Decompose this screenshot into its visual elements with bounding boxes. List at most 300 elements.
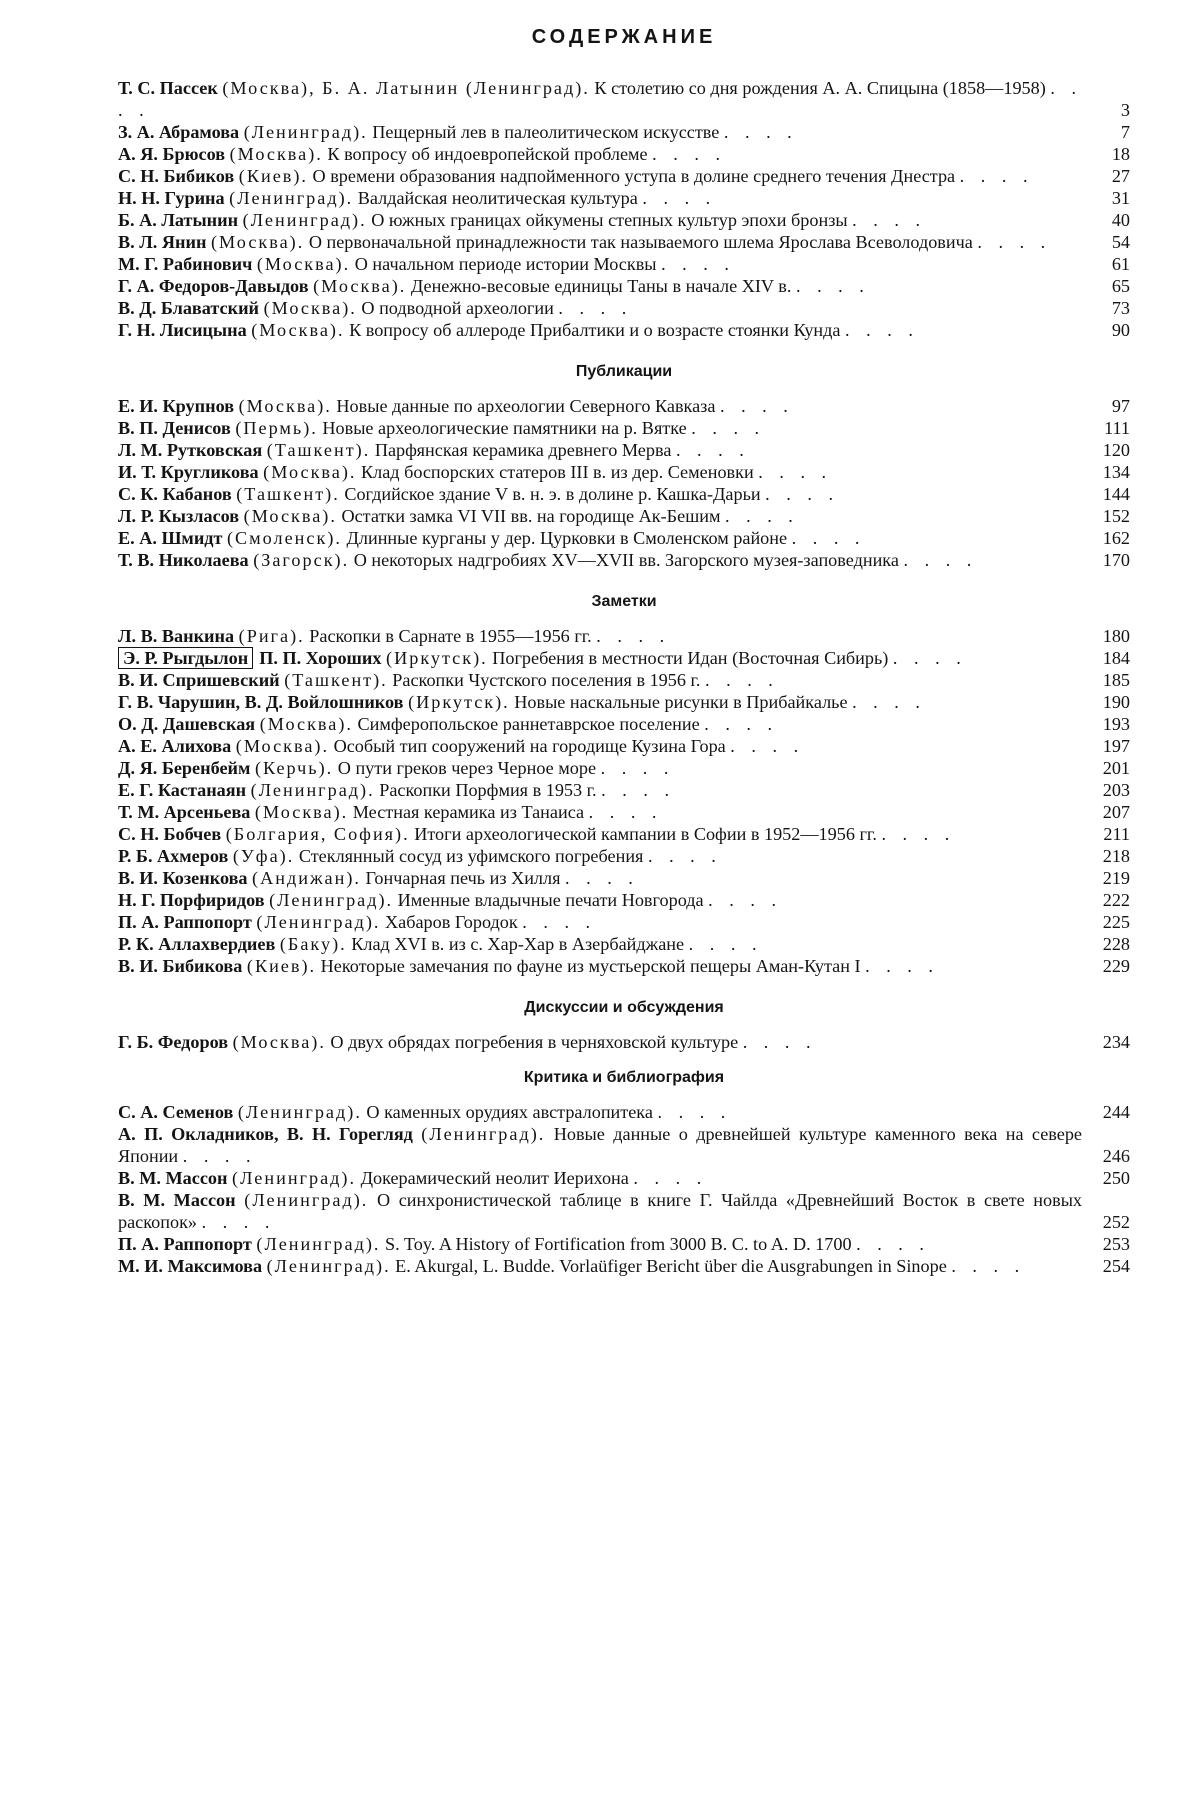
page-number: 40 — [1111, 210, 1130, 230]
toc-entry — [118, 253, 1130, 275]
toc-entry — [118, 187, 1130, 209]
toc-entry — [118, 77, 1130, 121]
entry-text — [118, 625, 1094, 647]
entry-title: Раскопки Чустского поселения в 1956 г. — [392, 670, 701, 690]
entry-title: Гончарная печь из Хилля — [365, 868, 561, 888]
leader-dots: . . . . — [182, 1146, 257, 1166]
entry-authors: Н. Н. Гурина — [118, 188, 225, 208]
leader-dots: . . . . — [758, 462, 833, 482]
entry-text — [118, 417, 1094, 439]
entry-authors: В. М. Массон — [118, 1168, 228, 1188]
entry-text — [118, 735, 1094, 757]
toc-entry — [118, 691, 1130, 713]
entry-title: О некоторых надгробиях XV—XVII вв. Загорского музея-заповедника — [353, 550, 899, 570]
leader-dots: . . . . — [865, 956, 939, 976]
entry-authors: В. П. Денисов — [118, 418, 231, 438]
page-number: 27 — [1111, 166, 1130, 186]
entry-title: О двух обрядах погребения в черняховской культуре — [330, 1032, 739, 1052]
entry-authors: Е. А. Шмидт — [118, 528, 223, 548]
page-number: 180 — [1102, 626, 1130, 646]
entry-city: (Ленинград). — [269, 890, 394, 910]
entry-city: (Ленинград). — [256, 1234, 381, 1254]
entry-title: Докерамический неолит Иерихона — [360, 1168, 629, 1188]
toc-entry — [118, 1233, 1130, 1255]
entry-authors: Т. М. Арсеньева — [118, 802, 251, 822]
toc-entry — [118, 1123, 1130, 1167]
entry-title: О начальном периоде истории Москвы — [354, 254, 657, 274]
leader-dots: . . . . — [704, 714, 779, 734]
leader-dots: . . . . — [881, 824, 956, 844]
page-number: 234 — [1102, 1032, 1130, 1052]
entry-title: Клад боспорских статеров III в. из дер. Семеновки — [360, 462, 754, 482]
entry-title: О пути греков через Черное море — [337, 758, 597, 778]
leader-dots: . . . . — [765, 484, 839, 504]
toc-entry — [118, 647, 1130, 669]
entry-text — [118, 187, 1094, 209]
toc-entry — [118, 297, 1130, 319]
entry-text — [118, 955, 1094, 977]
page-number: 193 — [1102, 714, 1130, 734]
entry-title: Валдайская неолитическая культура — [357, 188, 638, 208]
leader-dots: . . . . — [201, 1212, 276, 1232]
page-number: 203 — [1102, 780, 1130, 800]
entry-authors: А. П. Окладников, В. Н. Горегляд — [118, 1124, 413, 1144]
entry-authors: Е. Г. Кастанаян — [118, 780, 247, 800]
entry-title: Пещерный лев в палеолитическом искусстве — [372, 122, 720, 142]
entry-city: (Ленинград). — [256, 912, 381, 932]
leader-dots: . . . . — [633, 1168, 708, 1188]
section-heading-criticism: Критика и библиография — [523, 1069, 725, 1086]
page-number: 246 — [1102, 1146, 1130, 1166]
entry-text — [118, 845, 1094, 867]
page-number: 254 — [1102, 1256, 1130, 1276]
entry-authors: С. К. Кабанов — [118, 484, 232, 504]
memorial-boxed-author: Э. Р. Рыгдылон — [118, 647, 253, 669]
toc-entry — [118, 669, 1130, 691]
entry-city: (Ташкент). — [236, 484, 340, 504]
page-number: 184 — [1102, 648, 1130, 668]
entry-authors: Г. А. Федоров-Давыдов — [118, 276, 309, 296]
entry-city: (Москва). — [313, 276, 407, 296]
section-heading-discussions: Дискуссии и обсуждения — [524, 999, 724, 1016]
toc-entry — [118, 439, 1130, 461]
entry-title: Остатки замка VI VII вв. на городище Ак-Бешим — [341, 506, 721, 526]
entry-city: (Пермь). — [235, 418, 318, 438]
entry-authors: Г. В. Чарушин, В. Д. Войлошников — [118, 692, 404, 712]
entry-authors: Г. Н. Лисицына — [118, 320, 247, 340]
entry-text — [118, 527, 1094, 549]
toc-entry — [118, 735, 1130, 757]
toc-entry — [118, 845, 1130, 867]
leader-dots: . . . . — [691, 418, 766, 438]
entry-city: (Москва). — [259, 714, 353, 734]
entry-title: О южных границах ойкумены степных культур эпохи бронзы — [371, 210, 848, 230]
page-number: 90 — [1111, 320, 1130, 340]
entry-city: (Ленинград). — [242, 210, 367, 230]
page-number: 197 — [1102, 736, 1130, 756]
entry-title: Новые данные о древнейшей культуре каменного века на севере Японии — [118, 1124, 1083, 1166]
entry-authors: В. Л. Янин — [118, 232, 207, 252]
leader-dots: . . . . — [601, 780, 675, 800]
page-number: 31 — [1111, 188, 1130, 208]
leader-dots: . . . . — [661, 254, 735, 274]
leader-dots: . . . . — [675, 440, 750, 460]
entry-title: Новые археологические памятники на р. Вятке — [322, 418, 687, 438]
toc-entry — [118, 275, 1130, 297]
entry-title: Раскопки Порфмия в 1953 г. — [379, 780, 597, 800]
section-heading-publications: Публикации — [575, 363, 673, 380]
entry-text — [118, 275, 1094, 297]
main-articles-list — [118, 77, 1130, 341]
entry-text — [118, 439, 1094, 461]
page-number: 61 — [1111, 254, 1130, 274]
entry-title: Парфянская керамика древнего Мерва — [374, 440, 672, 460]
entry-text — [118, 253, 1094, 275]
entry-text — [118, 549, 1094, 571]
entry-text — [118, 319, 1094, 341]
entry-text — [118, 1189, 1094, 1233]
entry-text — [118, 889, 1094, 911]
page-number: 190 — [1102, 692, 1130, 712]
toc-entry — [118, 955, 1130, 977]
entry-title: Денежно-весовые единицы Таны в начале XIV в. — [410, 276, 792, 296]
leader-dots: . . . . — [959, 166, 1034, 186]
entry-text — [118, 297, 1094, 319]
entry-title: E. Akurgal, L. Budde. Vorlaüfiger Bericht über die Ausgrabungen in Sinope — [395, 1256, 947, 1276]
entry-title: Длинные курганы у дер. Цурковки в Смоленском районе — [346, 528, 788, 548]
table-of-contents — [118, 26, 1130, 1277]
entry-text — [118, 713, 1094, 735]
entry-authors: В. Д. Блаватский — [118, 298, 260, 318]
entry-authors: В. И. Спришевский — [118, 670, 280, 690]
entry-authors: Г. Б. Федоров — [118, 1032, 229, 1052]
entry-title: Новые наскальные рисунки в Прибайкалье — [514, 692, 848, 712]
entry-city: (Москва). — [251, 320, 345, 340]
entry-authors: Т. С. Пассек — [118, 78, 218, 98]
page-number: 170 — [1102, 550, 1130, 570]
entry-text — [118, 505, 1094, 527]
entry-authors: А. Е. Алихова — [118, 736, 232, 756]
toc-entry — [118, 1255, 1130, 1277]
criticism-list — [118, 1101, 1130, 1277]
entry-title: Именные владычные печати Новгорода — [397, 890, 704, 910]
entry-authors: З. А. Абрамова — [118, 122, 240, 142]
toc-entry — [118, 319, 1130, 341]
entry-authors: М. И. Максимова — [118, 1256, 263, 1276]
entry-text — [118, 1167, 1094, 1189]
entry-text — [118, 1031, 1094, 1053]
toc-entry — [118, 461, 1130, 483]
entry-title: S. Toy. A History of Fortification from 3000 B. C. to A. D. 1700 — [385, 1234, 852, 1254]
page-number: 54 — [1111, 232, 1130, 252]
entry-city: (Москва). — [263, 462, 357, 482]
page-number: 97 — [1111, 396, 1130, 416]
entry-authors: В. И. Бибикова — [118, 956, 243, 976]
entry-text — [118, 121, 1094, 143]
entry-city: (Москва). — [229, 144, 323, 164]
page-number: 120 — [1102, 440, 1130, 460]
entry-city: (Ленинград). — [229, 188, 354, 208]
leader-dots: . . . . — [951, 1256, 1026, 1276]
entry-text — [118, 1101, 1094, 1123]
entry-city: (Ленинград). — [244, 1190, 369, 1210]
page-number: 185 — [1102, 670, 1130, 690]
page-number: 111 — [1104, 418, 1130, 438]
entry-city: (Москва). — [254, 802, 349, 822]
entry-title: Итоги археологической кампании в Софии в 1952—1956 гг. — [414, 824, 877, 844]
entry-title: Симферопольское раннетаврское поселение — [357, 714, 700, 734]
leader-dots: . . . . — [852, 692, 926, 712]
leader-dots: . . . . — [657, 1102, 732, 1122]
publications-list — [118, 395, 1130, 571]
entry-authors: Л. В. Ванкина — [118, 626, 235, 646]
entry-text — [118, 395, 1094, 417]
entry-authors: Б. А. Латынин — [118, 210, 239, 230]
page-number: 229 — [1102, 956, 1130, 976]
entry-authors: Е. И. Крупнов — [118, 396, 235, 416]
entry-title: К столетию со дня рождения А. А. Спицына (1858—1958) — [594, 78, 1046, 98]
page-number: 134 — [1102, 462, 1130, 482]
entry-authors: Р. К. Аллахвердиев — [118, 934, 276, 954]
entry-text — [118, 757, 1094, 779]
page-number: 3 — [1120, 100, 1130, 120]
leader-dots: . . . . — [977, 232, 1052, 252]
leader-dots: . . . . — [719, 396, 794, 416]
leader-dots: . . . . — [742, 1032, 817, 1052]
entry-text — [118, 483, 1094, 505]
entry-title: Новые данные по археологии Северного Кавказа — [336, 396, 716, 416]
page-number: 201 — [1102, 758, 1130, 778]
entry-city: (Москва). — [235, 736, 330, 756]
entry-text — [118, 1255, 1094, 1277]
entry-authors: М. Г. Рабинович — [118, 254, 253, 274]
page-number: 211 — [1103, 824, 1130, 844]
toc-entry — [118, 867, 1130, 889]
entry-title: Стеклянный сосуд из уфимского погребения — [298, 846, 644, 866]
entry-text — [118, 779, 1094, 801]
page-number: 225 — [1102, 912, 1130, 932]
toc-entry — [118, 1101, 1130, 1123]
toc-entry — [118, 823, 1130, 845]
notes-list — [118, 625, 1130, 977]
entry-city: (Ленинград). — [237, 1102, 362, 1122]
toc-entry — [118, 505, 1130, 527]
entry-city: (Болгария, София). — [225, 824, 410, 844]
page-number: 244 — [1102, 1102, 1130, 1122]
entry-title: Согдийское здание V в. н. э. в долине р. Кашка-Дарьи — [344, 484, 761, 504]
entry-text — [118, 461, 1094, 483]
entry-text — [118, 209, 1094, 231]
entry-city: (Смоленск). — [226, 528, 342, 548]
entry-city: (Иркутск). — [408, 692, 510, 712]
entry-authors: В. М. Массон — [118, 1190, 236, 1210]
entry-text — [118, 933, 1094, 955]
entry-title: Погребения в местности Идан (Восточная Сибирь) — [492, 648, 889, 668]
entry-city: (Ленинград). — [421, 1124, 546, 1144]
page-number: 144 — [1102, 484, 1130, 504]
entry-text — [118, 165, 1094, 187]
entry-authors: Л. Р. Кызласов — [118, 506, 240, 526]
leader-dots: . . . . — [791, 528, 866, 548]
entry-city: (Керчь). — [254, 758, 334, 778]
leader-dots: . . . . — [588, 802, 663, 822]
page-number: 219 — [1102, 868, 1130, 888]
entry-title: О синхронистической таблице в книге Г. Чайлда «Древнейший Восток в свете новых раскопок» — [118, 1190, 1083, 1232]
toc-entry — [118, 757, 1130, 779]
leader-dots: . . . . — [795, 276, 870, 296]
entry-title: Местная керамика из Танаиса — [352, 802, 585, 822]
entry-authors: С. Н. Бобчев — [118, 824, 222, 844]
entry-text — [118, 911, 1094, 933]
page-number: 73 — [1111, 298, 1130, 318]
section-heading-notes: Заметки — [591, 593, 657, 610]
entry-city: (Москва). — [243, 506, 337, 526]
entry-text — [118, 1233, 1094, 1255]
entry-text — [118, 1123, 1094, 1167]
entry-city: (Москва). — [256, 254, 351, 274]
entry-title: О каменных орудиях австралопитека — [366, 1102, 653, 1122]
toc-entry — [118, 911, 1130, 933]
entry-city: (Рига). — [238, 626, 305, 646]
entry-title: К вопросу об индоевропейской проблеме — [327, 144, 648, 164]
entry-title: Некоторые замечания по фауне из мустьерской пещеры Аман-Кутан I — [320, 956, 861, 976]
toc-entry — [118, 231, 1130, 253]
entry-city: (Ленинград). — [266, 1256, 391, 1276]
entry-text — [118, 801, 1094, 823]
page-title: СОДЕРЖАНИЕ — [531, 26, 717, 48]
entry-authors: А. Я. Брюсов — [118, 144, 226, 164]
page-number: 152 — [1102, 506, 1130, 526]
toc-entry — [118, 143, 1130, 165]
entry-authors: С. Н. Бибиков — [118, 166, 235, 186]
entry-city: (Ташкент). — [284, 670, 388, 690]
entry-authors: Н. Г. Порфиридов — [118, 890, 265, 910]
page-number: 18 — [1111, 144, 1130, 164]
entry-city: (Киев). — [238, 166, 308, 186]
entry-text — [118, 867, 1094, 889]
entry-city: (Москва). — [232, 1032, 326, 1052]
entry-title: Раскопки в Сарнате в 1955—1956 гг. — [309, 626, 592, 646]
entry-text — [118, 647, 1094, 669]
toc-entry — [118, 713, 1130, 735]
toc-entry — [118, 889, 1130, 911]
toc-entry — [118, 1167, 1130, 1189]
leader-dots: . . . . — [652, 144, 726, 164]
entry-city: (Киев). — [246, 956, 317, 976]
leader-dots: . . . . — [642, 188, 717, 208]
entry-authors: Т. В. Николаева — [118, 550, 249, 570]
entry-authors: Д. Я. Беренбейм — [118, 758, 251, 778]
toc-entry — [118, 527, 1130, 549]
entry-text — [118, 691, 1094, 713]
leader-dots: . . . . — [118, 78, 1083, 120]
entry-city: (Ленинград). — [243, 122, 368, 142]
entry-city: (Москва). — [211, 232, 305, 252]
entry-city: (Баку). — [279, 934, 347, 954]
entry-authors: И. Т. Кругликова — [118, 462, 259, 482]
toc-entry — [118, 417, 1130, 439]
entry-title: Особый тип сооружений на городище Кузина Гора — [333, 736, 726, 756]
leader-dots: . . . . — [647, 846, 722, 866]
toc-entry — [118, 209, 1130, 231]
page-number: 228 — [1102, 934, 1130, 954]
entry-city: (Ташкент). — [266, 440, 371, 460]
entry-text — [118, 669, 1094, 691]
leader-dots: . . . . — [522, 912, 597, 932]
entry-title: О первоначальной принадлежности так называемого шлема Ярослава Всеволодовича — [308, 232, 973, 252]
discussions-list — [118, 1031, 1130, 1053]
toc-entry — [118, 549, 1130, 571]
page-number: 218 — [1102, 846, 1130, 866]
page-number: 65 — [1111, 276, 1130, 296]
page-number: 7 — [1120, 122, 1130, 142]
page-number: 222 — [1102, 890, 1130, 910]
entry-city: (Москва), Б. А. Латынин (Ленинград). — [222, 78, 590, 98]
toc-entry — [118, 121, 1130, 143]
entry-title: О времени образования надпойменного уступа в долине среднего течения Днестра — [312, 166, 956, 186]
toc-entry — [118, 801, 1130, 823]
entry-title: Клад XVI в. из с. Хар-Хар в Азербайджане — [351, 934, 685, 954]
toc-entry — [118, 165, 1130, 187]
entry-text — [118, 823, 1094, 845]
entry-title: Хабаров Городок — [385, 912, 518, 932]
leader-dots: . . . . — [845, 320, 919, 340]
entry-title: К вопросу об аллероде Прибалтики и о возрасте стоянки Кунда — [349, 320, 841, 340]
entry-city: (Иркутск). — [386, 648, 488, 668]
entry-authors: Л. М. Рутковская — [118, 440, 263, 460]
page-number: 250 — [1102, 1168, 1130, 1188]
leader-dots: . . . . — [705, 670, 779, 690]
leader-dots: . . . . — [903, 550, 978, 570]
entry-authors: О. Д. Дашевская — [118, 714, 256, 734]
entry-text — [118, 77, 1094, 121]
leader-dots: . . . . — [730, 736, 805, 756]
leader-dots: . . . . — [708, 890, 782, 910]
entry-city: (Ленинград). — [250, 780, 375, 800]
leader-dots: . . . . — [852, 210, 926, 230]
page-number: 207 — [1102, 802, 1130, 822]
toc-entry — [118, 779, 1130, 801]
toc-entry — [118, 1189, 1130, 1233]
entry-text — [118, 143, 1094, 165]
toc-entry — [118, 1031, 1130, 1053]
page-number: 162 — [1102, 528, 1130, 548]
entry-city: (Ленинград). — [232, 1168, 357, 1188]
leader-dots: . . . . — [723, 122, 798, 142]
entry-authors: П. П. Хороших — [259, 648, 382, 668]
toc-entry — [118, 625, 1130, 647]
entry-authors: П. А. Раппопорт — [118, 912, 252, 932]
page-number: 252 — [1102, 1212, 1130, 1232]
entry-city: (Москва). — [263, 298, 357, 318]
entry-city: (Москва). — [238, 396, 332, 416]
toc-entry — [118, 395, 1130, 417]
entry-city: (Загорск). — [253, 550, 350, 570]
entry-city: (Андижан). — [252, 868, 361, 888]
entry-authors: Р. Б. Ахмеров — [118, 846, 229, 866]
toc-entry — [118, 933, 1130, 955]
leader-dots: . . . . — [565, 868, 639, 888]
entry-authors: С. А. Семенов — [118, 1102, 234, 1122]
leader-dots: . . . . — [892, 648, 967, 668]
leader-dots: . . . . — [558, 298, 633, 318]
leader-dots: . . . . — [725, 506, 799, 526]
page-number: 253 — [1102, 1234, 1130, 1254]
leader-dots: . . . . — [856, 1234, 930, 1254]
leader-dots: . . . . — [688, 934, 763, 954]
entry-title: О подводной археологии — [361, 298, 554, 318]
entry-text — [118, 231, 1094, 253]
